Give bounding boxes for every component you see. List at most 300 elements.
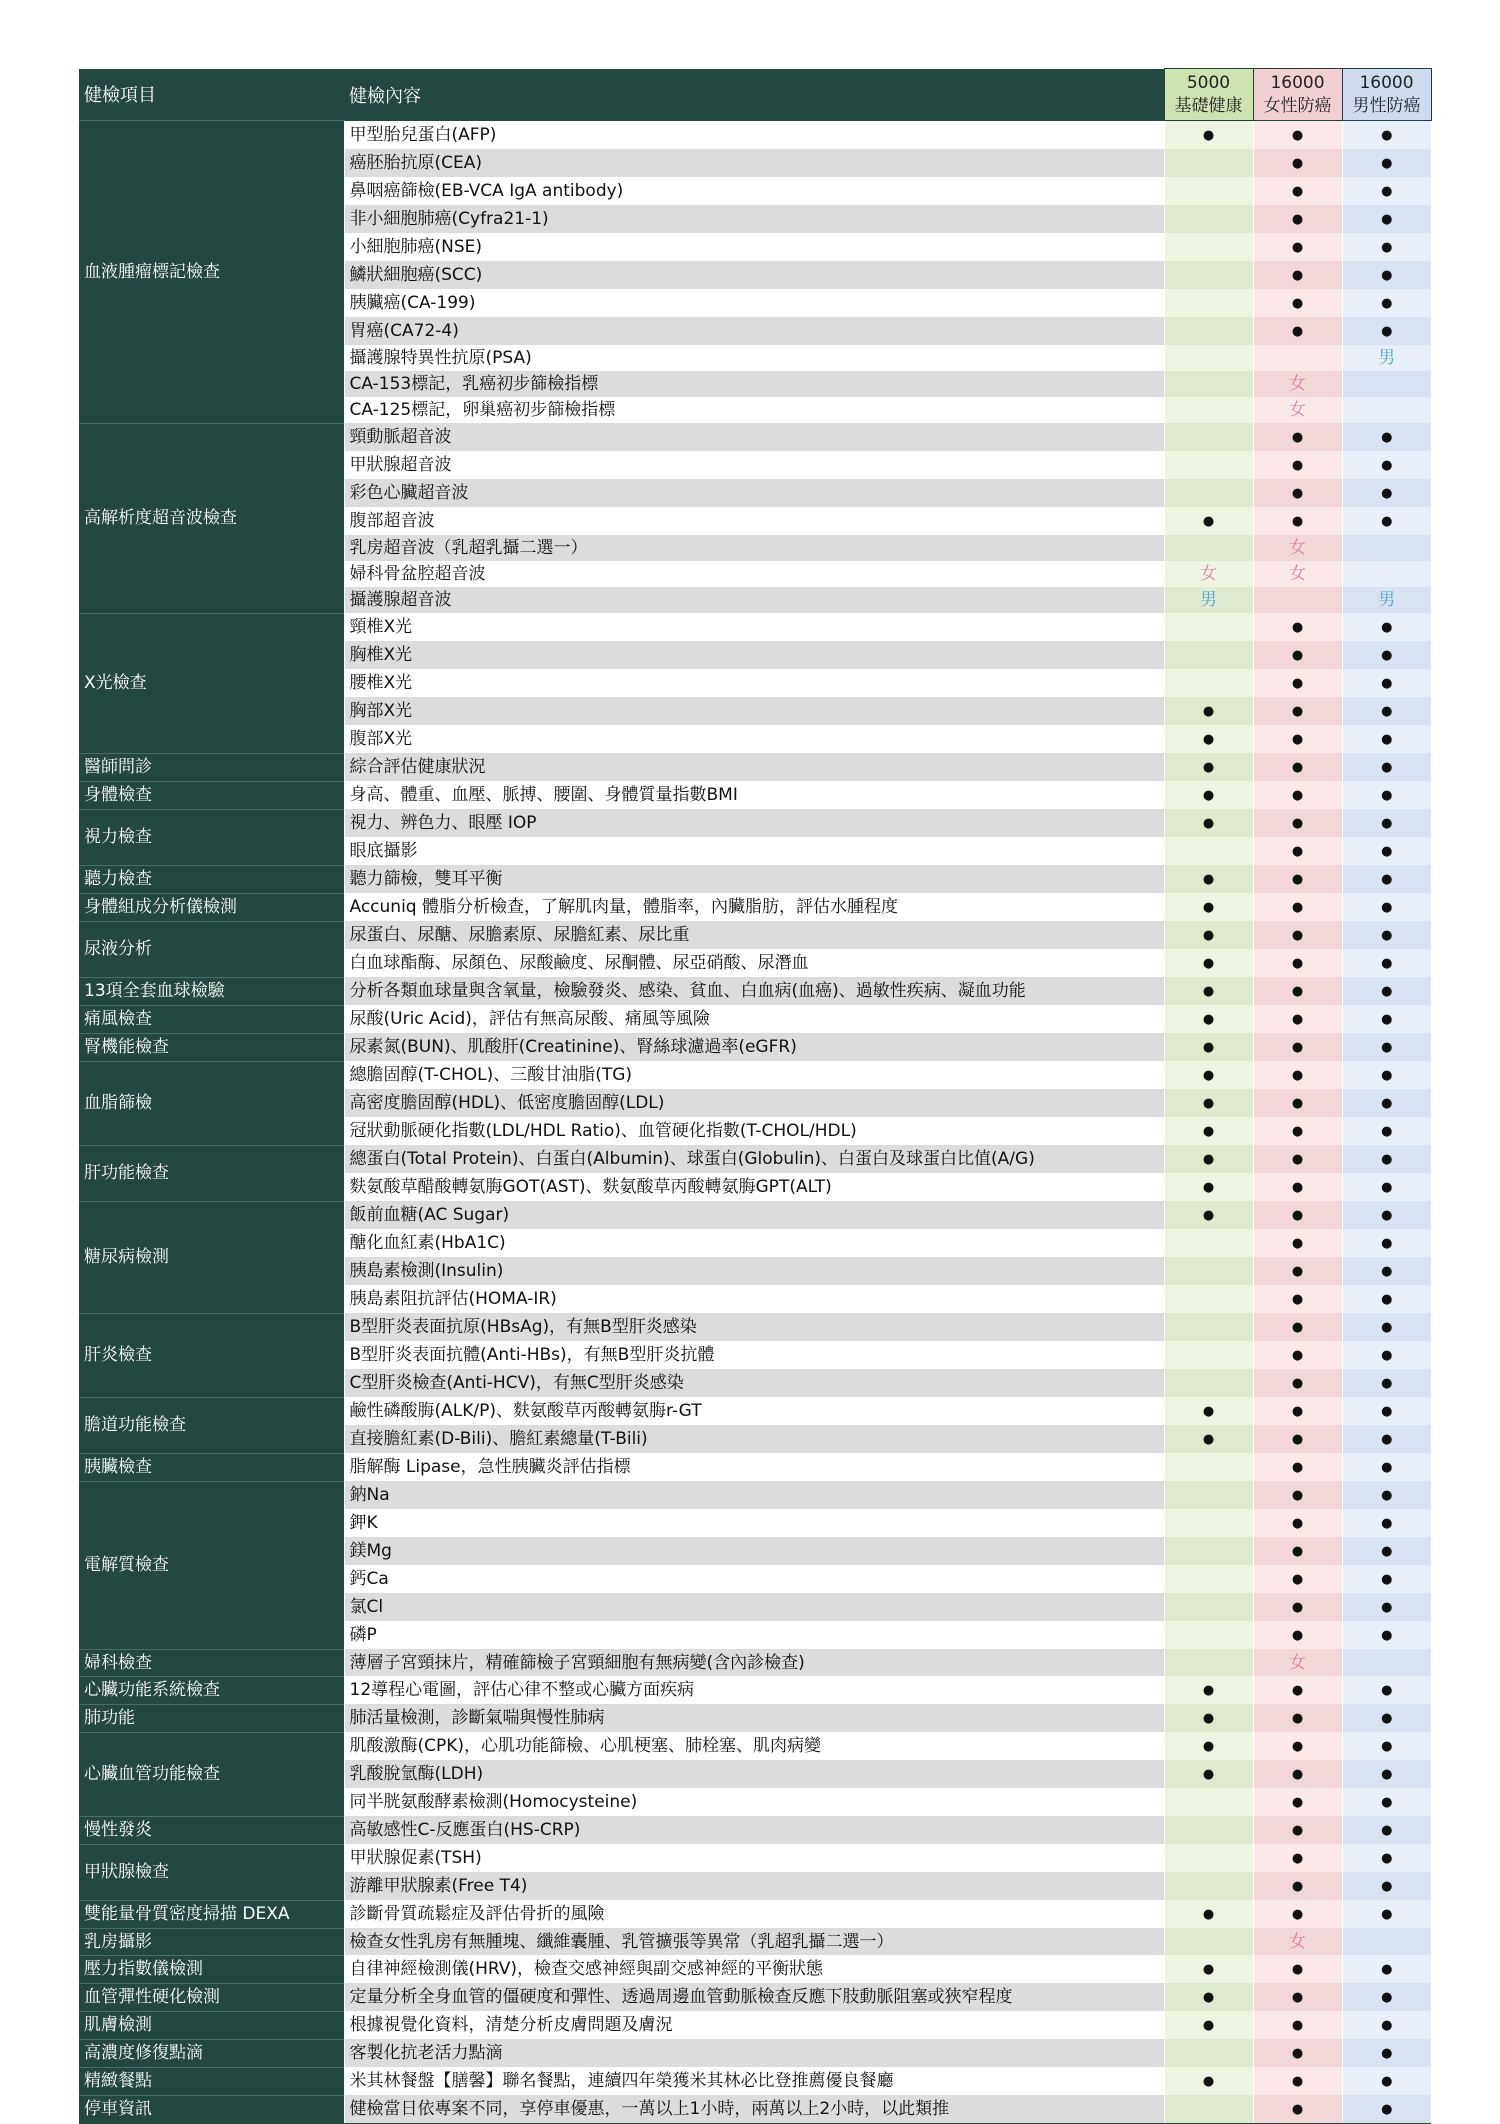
check-item-cell: 根據視覺化資料，清楚分析皮膚問題及膚況 [344,2011,1164,2039]
package-3-cell [1342,345,1431,371]
package-2-cell [1253,587,1342,613]
package-1-cell [1164,2039,1253,2067]
check-item-cell: 胸椎X光 [344,641,1164,669]
package-3-cell [1342,1676,1431,1704]
check-item-cell: 鈉Na [344,1481,1164,1509]
included-dot-icon: ● [1381,1320,1393,1335]
package-1-cell [1164,149,1253,177]
category-cell: 肝炎檢查 [79,1313,344,1397]
package-1-cell [1164,1313,1253,1341]
included-dot-icon: ● [1291,1990,1304,2005]
package-1-cell [1164,1033,1253,1061]
check-item-cell: 尿素氮(BUN)、肌酸肝(Creatinine)、腎絲球濾過率(eGFR) [344,1033,1164,1061]
check-item-cell: 高敏感性C-反應蛋白(HS-CRP) [344,1816,1164,1844]
included-dot-icon: ● [1381,458,1393,473]
package-2-cell [1253,233,1342,261]
included-dot-icon: ● [1291,1460,1304,1475]
female-only-mark: 女 [1289,538,1306,558]
category-cell: 心臟血管功能檢查 [79,1732,344,1816]
package-3-cell [1342,837,1431,865]
package-1-cell [1164,535,1253,561]
included-dot-icon: ● [1381,1488,1393,1503]
package-1-cell [1164,1732,1253,1760]
check-item-cell: 鈣Ca [344,1565,1164,1593]
included-dot-icon: ● [1381,900,1393,915]
package-1-cell [1164,1565,1253,1593]
package-1-cell [1164,1928,1253,1955]
package-1-cell [1164,809,1253,837]
included-dot-icon: ● [1381,1068,1393,1083]
package-2-cell [1253,977,1342,1005]
package-1-cell [1164,1285,1253,1313]
package-1-cell [1164,893,1253,921]
package-3-cell [1342,317,1431,345]
package-2-cell [1253,1117,1342,1145]
package-name: 女性防癌 [1263,95,1332,116]
check-item-cell: 非小細胞肺癌(Cyfra21-1) [344,205,1164,233]
package-3-cell [1342,1593,1431,1621]
included-dot-icon: ● [1381,184,1393,199]
package-3-cell [1342,781,1431,809]
package-3-cell [1342,1453,1431,1481]
package-price: 16000 [1359,72,1414,93]
included-dot-icon: ● [1381,1124,1393,1139]
package-3-cell [1342,1005,1431,1033]
table-row [79,1704,1431,1732]
included-dot-icon: ● [1291,156,1304,171]
package-2-cell [1253,261,1342,289]
table-row [79,1928,1431,1955]
included-dot-icon: ● [1291,1124,1304,1139]
package-1-cell [1164,2067,1253,2095]
table-row [79,1033,1431,1061]
included-dot-icon: ● [1381,620,1393,635]
included-dot-icon: ● [1291,1208,1304,1223]
included-dot-icon: ● [1381,928,1393,943]
included-dot-icon: ● [1202,704,1215,719]
check-item-cell: 12導程心電圖，評估心律不整或心臟方面疾病 [344,1676,1164,1704]
package-2-cell [1253,1089,1342,1117]
package-2-cell [1253,1061,1342,1089]
package-3-cell [1342,289,1431,317]
package-1-cell [1164,507,1253,535]
package-name: 基礎健康 [1174,95,1243,116]
package-3-cell [1342,423,1431,451]
category-cell: 甲狀腺檢查 [79,1844,344,1900]
category-cell: 痛風檢查 [79,1005,344,1033]
package-2-cell [1253,725,1342,753]
package-3-cell [1342,725,1431,753]
included-dot-icon: ● [1381,1348,1393,1363]
check-item-cell: 腹部超音波 [344,507,1164,535]
included-dot-icon: ● [1291,620,1304,635]
package-1-cell [1164,1145,1253,1173]
included-dot-icon: ● [1381,1851,1393,1866]
table-row [79,2095,1431,2124]
category-cell: 身體檢查 [79,781,344,809]
included-dot-icon: ● [1381,296,1393,311]
category-cell: 精緻餐點 [79,2067,344,2095]
category-cell: 血脂篩檢 [79,1061,344,1145]
package-2-cell [1253,809,1342,837]
check-item-cell: 自律神經檢測儀(HRV)，檢查交感神經與副交感神經的平衡狀態 [344,1955,1164,1983]
category-cell: 慢性發炎 [79,1816,344,1844]
check-item-cell: 頸動脈超音波 [344,423,1164,451]
package-1-cell [1164,1621,1253,1649]
check-item-cell: 鹼性磷酸脢(ALK/P)、麩氨酸草丙酸轉氨脢r-GT [344,1397,1164,1425]
included-dot-icon: ● [1291,1292,1304,1307]
package-2-cell [1253,1397,1342,1425]
category-cell: 肌膚檢測 [79,2011,344,2039]
package-3-cell [1342,205,1431,233]
included-dot-icon: ● [1381,1460,1393,1475]
package-3-cell [1342,1173,1431,1201]
package-3-cell [1342,1788,1431,1816]
package-2-cell [1253,1760,1342,1788]
included-dot-icon: ● [1381,704,1393,719]
included-dot-icon: ● [1291,1012,1304,1027]
included-dot-icon: ● [1202,1180,1215,1195]
included-dot-icon: ● [1291,1823,1304,1838]
package-1-cell [1164,1649,1253,1676]
included-dot-icon: ● [1381,1292,1393,1307]
package-1-cell [1164,1453,1253,1481]
included-dot-icon: ● [1202,732,1215,747]
package-3-cell [1342,1872,1431,1900]
included-dot-icon: ● [1202,1767,1215,1782]
package-3-cell [1342,1565,1431,1593]
male-only-mark: 男 [1378,590,1396,610]
included-dot-icon: ● [1381,212,1393,227]
included-dot-icon: ● [1202,956,1215,971]
package-2-cell [1253,1481,1342,1509]
package-2-cell [1253,781,1342,809]
included-dot-icon: ● [1291,1711,1304,1726]
table-row [79,893,1431,921]
package-2-cell [1253,2011,1342,2039]
included-dot-icon: ● [1381,676,1393,691]
check-item-cell: 直接膽紅素(D-Bili)、膽紅素總量(T-Bili) [344,1425,1164,1453]
package-2-cell [1253,1033,1342,1061]
package-2-cell [1253,397,1342,423]
included-dot-icon: ● [1291,1432,1304,1447]
package-1-cell [1164,397,1253,423]
package-3-cell [1342,177,1431,205]
included-dot-icon: ● [1381,1572,1393,1587]
package-2-cell [1253,613,1342,641]
package-3-cell [1342,451,1431,479]
package-1-cell [1164,1425,1253,1453]
package-1-cell [1164,1229,1253,1257]
included-dot-icon: ● [1291,514,1304,529]
package-3-cell [1342,1816,1431,1844]
included-dot-icon: ● [1381,816,1393,831]
package-2-cell [1253,1145,1342,1173]
package-2-cell [1253,289,1342,317]
check-item-cell: 腰椎X光 [344,669,1164,697]
included-dot-icon: ● [1202,928,1215,943]
package-2-cell [1253,1844,1342,1872]
package-1-cell [1164,121,1253,150]
included-dot-icon: ● [1291,486,1304,501]
package-2-cell [1253,2039,1342,2067]
included-dot-icon: ● [1291,1152,1304,1167]
included-dot-icon: ● [1202,1962,1215,1977]
category-cell: 身體組成分析儀檢測 [79,893,344,921]
included-dot-icon: ● [1381,984,1393,999]
package-1-cell [1164,177,1253,205]
package-2-cell [1253,697,1342,725]
table-row [79,753,1431,781]
health-check-table [79,68,1431,2124]
included-dot-icon: ● [1202,788,1215,803]
header-package-basic [1164,69,1253,121]
package-3-cell [1342,1509,1431,1537]
check-item-cell: 婦科骨盆腔超音波 [344,561,1164,587]
package-1-cell [1164,289,1253,317]
package-3-cell [1342,893,1431,921]
category-cell: X光檢查 [79,613,344,753]
package-1-cell [1164,1676,1253,1704]
included-dot-icon: ● [1291,732,1304,747]
included-dot-icon: ● [1381,1990,1393,2005]
category-cell: 高濃度修復點滴 [79,2039,344,2067]
package-1-cell [1164,1341,1253,1369]
male-only-mark: 男 [1378,348,1396,368]
table-row [79,865,1431,893]
check-item-cell: 健檢當日依專案不同，享停車優惠，一萬以上1小時，兩萬以上2小時，以此類推 [344,2095,1164,2124]
package-2-cell [1253,451,1342,479]
check-item-cell: 癌胚胎抗原(CEA) [344,149,1164,177]
included-dot-icon: ● [1202,1683,1215,1698]
check-item-cell: 分析各類血球量與含氧量，檢驗發炎、感染、貧血、白血病(血癌)、過敏性疾病、凝血功能 [344,977,1164,1005]
package-2-cell [1253,1313,1342,1341]
check-item-cell: 同半胱氨酸酵素檢測(Homocysteine) [344,1788,1164,1816]
included-dot-icon: ● [1381,1767,1393,1782]
check-item-cell: 游離甲狀腺素(Free T4) [344,1872,1164,1900]
package-1-cell [1164,1257,1253,1285]
package-1-cell [1164,1061,1253,1089]
included-dot-icon: ● [1291,984,1304,999]
category-cell: 尿液分析 [79,921,344,977]
package-3-cell [1342,1033,1431,1061]
included-dot-icon: ● [1291,1096,1304,1111]
check-item-cell: B型肝炎表面抗原(HBsAg)，有無B型肝炎感染 [344,1313,1164,1341]
table-row [79,2039,1431,2067]
included-dot-icon: ● [1291,788,1304,803]
included-dot-icon: ● [1381,156,1393,171]
package-1-cell [1164,949,1253,977]
package-2-cell [1253,317,1342,345]
check-item-cell: 胰島素阻抗評估(HOMA-IR) [344,1285,1164,1313]
table-row [79,2067,1431,2095]
check-item-cell: 白血球酯酶、尿顏色、尿酸鹼度、尿酮體、尿亞硝酸、尿潛血 [344,949,1164,977]
included-dot-icon: ● [1381,2074,1393,2089]
package-2-cell [1253,1704,1342,1732]
package-3-cell [1342,1732,1431,1760]
included-dot-icon: ● [1381,1404,1393,1419]
package-2-cell [1253,1257,1342,1285]
package-1-cell [1164,371,1253,397]
included-dot-icon: ● [1291,1739,1304,1754]
included-dot-icon: ● [1291,1516,1304,1531]
female-only-mark: 女 [1289,400,1306,420]
included-dot-icon: ● [1381,732,1393,747]
package-3-cell [1342,587,1431,613]
included-dot-icon: ● [1202,816,1215,831]
table-row [79,613,1431,641]
package-3-cell [1342,1341,1431,1369]
included-dot-icon: ● [1291,128,1304,143]
package-2-cell [1253,1788,1342,1816]
included-dot-icon: ● [1291,1851,1304,1866]
included-dot-icon: ● [1381,1544,1393,1559]
check-item-cell: 高密度膽固醇(HDL)、低密度膽固醇(LDL) [344,1089,1164,1117]
included-dot-icon: ● [1381,1012,1393,1027]
included-dot-icon: ● [1381,760,1393,775]
package-2-cell [1253,893,1342,921]
included-dot-icon: ● [1291,1488,1304,1503]
check-item-cell: 綜合評估健康狀況 [344,753,1164,781]
package-1-cell [1164,613,1253,641]
package-1-cell [1164,1900,1253,1928]
package-3-cell [1342,1117,1431,1145]
check-item-cell: 乳酸脫氫酶(LDH) [344,1760,1164,1788]
included-dot-icon: ● [1202,1012,1215,1027]
package-1-cell [1164,1173,1253,1201]
included-dot-icon: ● [1291,1683,1304,1698]
table-row [79,1453,1431,1481]
package-3-cell [1342,1537,1431,1565]
package-3-cell [1342,1900,1431,1928]
package-3-cell [1342,2067,1431,2095]
package-2-cell [1253,1005,1342,1033]
included-dot-icon: ● [1381,1152,1393,1167]
table-row [79,1313,1431,1341]
included-dot-icon: ● [1291,1572,1304,1587]
package-3-cell [1342,121,1431,150]
included-dot-icon: ● [1381,1907,1393,1922]
included-dot-icon: ● [1202,1990,1215,2005]
included-dot-icon: ● [1202,1711,1215,1726]
package-1-cell [1164,1955,1253,1983]
package-2-cell [1253,1453,1342,1481]
included-dot-icon: ● [1291,1348,1304,1363]
category-cell: 13項全套血球檢驗 [79,977,344,1005]
included-dot-icon: ● [1291,928,1304,943]
package-1-cell [1164,1537,1253,1565]
included-dot-icon: ● [1291,1068,1304,1083]
package-3-cell [1342,1481,1431,1509]
included-dot-icon: ● [1381,956,1393,971]
package-1-cell [1164,1201,1253,1229]
category-cell: 血管彈性硬化檢測 [79,1983,344,2011]
category-cell: 血液腫瘤標記檢查 [79,121,344,424]
check-item-cell: 總蛋白(Total Protein)、白蛋白(Albumin)、球蛋白(Globulin)、白蛋白及球蛋白比值(A/G) [344,1145,1164,1173]
package-3-cell [1342,535,1431,561]
package-3-cell [1342,1397,1431,1425]
category-cell: 胰臟檢查 [79,1453,344,1481]
package-3-cell [1342,1425,1431,1453]
included-dot-icon: ● [1381,430,1393,445]
check-item-cell: 麩氨酸草醋酸轉氨脢GOT(AST)、麩氨酸草丙酸轉氨脢GPT(ALT) [344,1173,1164,1201]
package-2-cell [1253,921,1342,949]
check-item-cell: 尿酸(Uric Acid)，評估有無高尿酸、痛風等風險 [344,1005,1164,1033]
included-dot-icon: ● [1291,900,1304,915]
included-dot-icon: ● [1381,1962,1393,1977]
header-package-female [1253,69,1342,121]
included-dot-icon: ● [1381,1516,1393,1531]
package-2-cell [1253,1285,1342,1313]
included-dot-icon: ● [1202,128,1215,143]
package-2-cell [1253,1565,1342,1593]
package-3-cell [1342,1621,1431,1649]
package-1-cell [1164,781,1253,809]
check-item-cell: 醣化血紅素(HbA1C) [344,1229,1164,1257]
check-item-cell: 甲狀腺超音波 [344,451,1164,479]
package-2-cell [1253,949,1342,977]
table-row [79,1397,1431,1425]
included-dot-icon: ● [1202,1068,1215,1083]
included-dot-icon: ● [1202,2018,1215,2033]
package-name: 男性防癌 [1352,95,1421,116]
table-row [79,1844,1431,1872]
package-1-cell [1164,1369,1253,1397]
package-1-cell [1164,921,1253,949]
package-2-cell [1253,1928,1342,1955]
included-dot-icon: ● [1381,324,1393,339]
check-item-cell: 胰島素檢測(Insulin) [344,1257,1164,1285]
package-1-cell [1164,345,1253,371]
included-dot-icon: ● [1381,514,1393,529]
included-dot-icon: ● [1291,816,1304,831]
category-cell: 肝功能檢查 [79,1145,344,1201]
package-2-cell [1253,1872,1342,1900]
check-item-cell: 攝護腺特異性抗原(PSA) [344,345,1164,371]
check-item-cell: 頸椎X光 [344,613,1164,641]
check-item-cell: 腹部X光 [344,725,1164,753]
included-dot-icon: ● [1202,1907,1215,1922]
included-dot-icon: ● [1291,430,1304,445]
check-item-cell: 胃癌(CA72-4) [344,317,1164,345]
included-dot-icon: ● [1291,844,1304,859]
check-item-cell: 乳房超音波（乳超乳攝二選一） [344,535,1164,561]
check-item-cell: 鎂Mg [344,1537,1164,1565]
package-2-cell [1253,1173,1342,1201]
package-2-cell [1253,423,1342,451]
included-dot-icon: ● [1381,1236,1393,1251]
check-item-cell: 米其林餐盤【膳馨】聯名餐點，連續四年榮獲米其林必比登推薦優良餐廳 [344,2067,1164,2095]
check-item-cell: B型肝炎表面抗體(Anti-HBs)，有無B型肝炎抗體 [344,1341,1164,1369]
included-dot-icon: ● [1291,1264,1304,1279]
package-2-cell [1253,345,1342,371]
included-dot-icon: ● [1291,676,1304,691]
package-2-cell [1253,837,1342,865]
category-cell: 高解析度超音波檢查 [79,423,344,613]
included-dot-icon: ● [1291,324,1304,339]
included-dot-icon: ● [1381,2102,1393,2117]
included-dot-icon: ● [1202,1404,1215,1419]
check-item-cell: Accuniq 體脂分析檢查，了解肌肉量，體脂率，內臟脂肪，評估水腫程度 [344,893,1164,921]
package-3-cell [1342,479,1431,507]
check-item-cell: 胰臟癌(CA-199) [344,289,1164,317]
included-dot-icon: ● [1291,296,1304,311]
package-1-cell [1164,205,1253,233]
included-dot-icon: ● [1381,486,1393,501]
included-dot-icon: ● [1381,1683,1393,1698]
check-item-cell: 冠狀動脈硬化指數(LDL/HDL Ratio)、血管硬化指數(T-CHOL/HDL) [344,1117,1164,1145]
included-dot-icon: ● [1291,458,1304,473]
